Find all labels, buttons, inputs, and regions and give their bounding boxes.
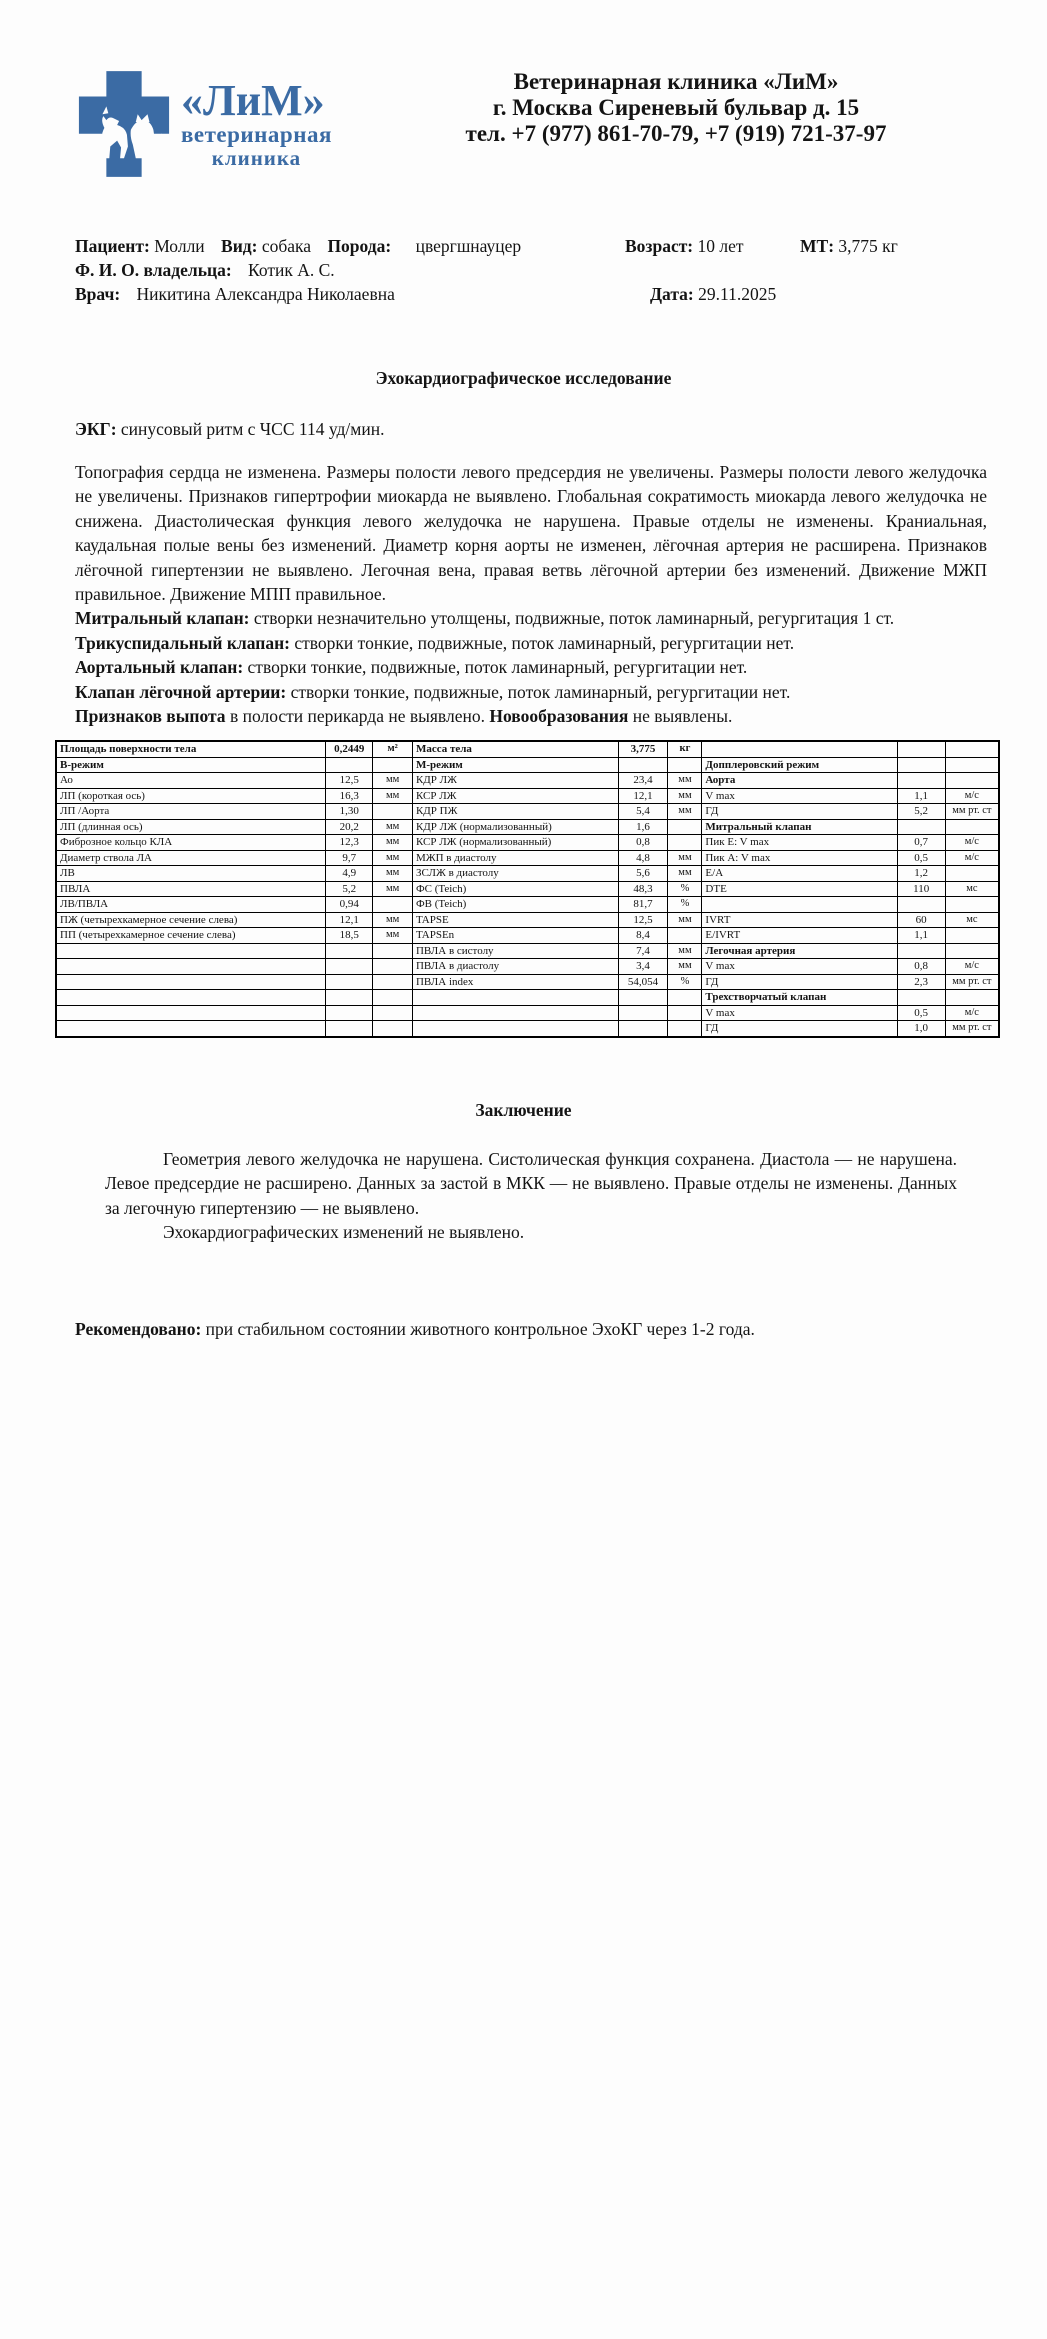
param-unit-cell: кг	[668, 741, 702, 757]
param-name-cell: Пик E: V max	[702, 835, 897, 851]
param-value-cell: 0,8	[618, 835, 668, 851]
param-name-cell: В-режим	[56, 757, 326, 773]
species-label: Вид:	[221, 236, 258, 256]
param-value-cell	[618, 1021, 668, 1037]
param-name-cell: ГД	[702, 1021, 897, 1037]
param-unit-cell: мм	[373, 819, 413, 835]
param-value-cell: 1,1	[897, 788, 945, 804]
param-unit-cell	[668, 1005, 702, 1021]
table-row	[56, 850, 999, 866]
patient-line-1	[75, 234, 987, 258]
param-unit-cell	[945, 943, 999, 959]
param-name-cell: ПЖ (четырехкамерное сечение слева)	[56, 912, 326, 928]
param-name-cell: E/IVRT	[702, 928, 897, 944]
param-value-cell: 5,2	[326, 881, 373, 897]
param-name-cell	[412, 990, 618, 1006]
param-name-cell: Пик A: V max	[702, 850, 897, 866]
param-unit-cell: м/с	[945, 835, 999, 851]
param-unit-cell: м²	[373, 741, 413, 757]
param-value-cell: 0,7	[897, 835, 945, 851]
param-unit-cell: мс	[945, 912, 999, 928]
param-unit-cell	[373, 943, 413, 959]
breed-label: Порода:	[327, 236, 392, 256]
param-name-cell: V max	[702, 1005, 897, 1021]
param-value-cell: 23,4	[618, 773, 668, 789]
report-title: Эхокардиографическое исследование	[375, 368, 672, 388]
param-name-cell: Допплеровский режим	[702, 757, 897, 773]
param-unit-cell: мм	[668, 943, 702, 959]
param-unit-cell: %	[668, 881, 702, 897]
param-unit-cell: мм рт. ст	[945, 804, 999, 820]
valve-text: створки тонкие, подвижные, поток ламинарный, регургитации нет.	[286, 681, 791, 702]
param-value-cell: 110	[897, 881, 945, 897]
breed-value: цвергшнауцер	[415, 236, 522, 256]
param-name-cell: Диаметр ствола ЛА	[56, 850, 326, 866]
param-name-cell: КДР ЛЖ	[412, 773, 618, 789]
param-value-cell: 12,3	[326, 835, 373, 851]
param-name-cell: V max	[702, 788, 897, 804]
param-value-cell: 9,7	[326, 850, 373, 866]
conclusion-body	[105, 1147, 957, 1245]
conclusion-paragraph-2: Эхокардиографических изменений не выявлено.	[163, 1222, 525, 1243]
param-unit-cell: мм	[373, 912, 413, 928]
date-group	[650, 282, 776, 306]
param-value-cell: 0,5	[897, 850, 945, 866]
param-name-cell: ФВ (Teich)	[412, 897, 618, 913]
valve-line-pulmonary	[75, 680, 987, 704]
effusion-text-2: не выявлены.	[628, 706, 733, 727]
param-value-cell: 1,30	[326, 804, 373, 820]
param-value-cell	[326, 1005, 373, 1021]
param-unit-cell	[945, 928, 999, 944]
table-row	[56, 757, 999, 773]
param-unit-cell: мм	[373, 788, 413, 804]
param-value-cell	[326, 1021, 373, 1037]
owner-value: Котик А. С.	[248, 260, 335, 280]
param-name-cell: V max	[702, 959, 897, 975]
param-value-cell: 12,1	[326, 912, 373, 928]
patient-name: Молли	[154, 236, 205, 256]
param-name-cell	[702, 897, 897, 913]
param-value-cell: 54,054	[618, 974, 668, 990]
param-name-cell: ЛВ/ПВЛА	[56, 897, 326, 913]
doctor-label: Врач:	[75, 284, 121, 304]
owner-label: Ф. И. О. владельца:	[75, 260, 232, 280]
patient-info	[0, 234, 1047, 306]
param-unit-cell	[373, 1005, 413, 1021]
param-value-cell	[326, 990, 373, 1006]
table-row	[56, 835, 999, 851]
param-name-cell: E/A	[702, 866, 897, 882]
param-unit-cell	[668, 835, 702, 851]
param-value-cell: 1,1	[897, 928, 945, 944]
param-value-cell: 18,5	[326, 928, 373, 944]
param-unit-cell: мм	[668, 866, 702, 882]
recommendation-text: при стабильном состоянии животного контрольное ЭхоКГ через 1-2 года.	[201, 1318, 755, 1339]
param-unit-cell	[668, 757, 702, 773]
param-name-cell: Ао	[56, 773, 326, 789]
param-name-cell: Легочная артерия	[702, 943, 897, 959]
param-value-cell	[326, 943, 373, 959]
param-name-cell: Площадь поверхности тела	[56, 741, 326, 757]
param-name-cell: ПВЛА в диастолу	[412, 959, 618, 975]
param-unit-cell: м/с	[945, 959, 999, 975]
param-value-cell	[618, 757, 668, 773]
ecg-line	[0, 419, 1047, 440]
param-value-cell: 5,4	[618, 804, 668, 820]
param-name-cell	[412, 1021, 618, 1037]
param-value-cell: 0,8	[897, 959, 945, 975]
clinic-name: Ветеринарная клиника «ЛиМ»	[513, 69, 839, 94]
param-value-cell	[897, 897, 945, 913]
param-value-cell: 3,4	[618, 959, 668, 975]
param-name-cell: ГД	[702, 974, 897, 990]
table-row	[56, 974, 999, 990]
param-unit-cell	[945, 819, 999, 835]
weight-label: МТ:	[800, 236, 835, 256]
param-name-cell: МЖП в диастолу	[412, 850, 618, 866]
param-unit-cell: м/с	[945, 788, 999, 804]
doctor-value: Никитина Александра Николаевна	[136, 284, 395, 304]
param-name-cell: ЛП (короткая ось)	[56, 788, 326, 804]
param-name-cell	[56, 959, 326, 975]
param-name-cell: Митральный клапан	[702, 819, 897, 835]
measurements-table	[55, 740, 1000, 1038]
weight-group	[800, 234, 898, 258]
param-unit-cell	[373, 1021, 413, 1037]
param-value-cell	[326, 959, 373, 975]
table-row	[56, 741, 999, 757]
table-row	[56, 881, 999, 897]
param-value-cell: 12,5	[618, 912, 668, 928]
param-unit-cell	[668, 990, 702, 1006]
param-unit-cell: мм	[373, 866, 413, 882]
param-value-cell: 0,2449	[326, 741, 373, 757]
param-name-cell	[56, 974, 326, 990]
param-unit-cell	[668, 928, 702, 944]
table-row	[56, 912, 999, 928]
param-value-cell: 20,2	[326, 819, 373, 835]
param-name-cell: TAPSEn	[412, 928, 618, 944]
ecg-label: ЭКГ:	[75, 419, 117, 439]
param-name-cell: ПВЛА	[56, 881, 326, 897]
param-unit-cell	[373, 804, 413, 820]
param-unit-cell: м/с	[945, 850, 999, 866]
param-name-cell: IVRT	[702, 912, 897, 928]
param-unit-cell: мм	[668, 850, 702, 866]
effusion-line	[75, 704, 987, 728]
param-unit-cell	[945, 773, 999, 789]
conclusion-paragraph-1: Геометрия левого желудочка не нарушена. Систолическая функция сохранена. Диастола — не нарушена. Левое предсердие не расширено. Данных за застой в МКК — не выявлено. Правые отделы не изменены. Данных за легочную гипертензию — не выявлено.	[105, 1148, 957, 1218]
param-value-cell: 48,3	[618, 881, 668, 897]
param-name-cell	[412, 1005, 618, 1021]
table-row	[56, 804, 999, 820]
param-name-cell	[56, 990, 326, 1006]
param-value-cell: 12,1	[618, 788, 668, 804]
param-value-cell: 0,5	[897, 1005, 945, 1021]
table-row	[56, 897, 999, 913]
param-value-cell	[897, 757, 945, 773]
param-unit-cell	[945, 897, 999, 913]
param-name-cell	[56, 1021, 326, 1037]
param-name-cell: КСР ЛЖ (нормализованный)	[412, 835, 618, 851]
logo-subtitle-1: ветеринарная	[181, 122, 332, 147]
ecg-value: синусовый ритм с ЧСС 114 уд/мин.	[116, 419, 385, 439]
valve-text: створки тонкие, подвижные, поток ламинарный, регургитации нет.	[243, 657, 748, 678]
date-value: 29.11.2025	[698, 284, 777, 304]
param-value-cell: 7,4	[618, 943, 668, 959]
clinic-info	[365, 65, 987, 147]
param-unit-cell: мм	[668, 959, 702, 975]
param-name-cell: Масса тела	[412, 741, 618, 757]
param-name-cell: ПП (четырехкамерное сечение слева)	[56, 928, 326, 944]
param-unit-cell: мм	[373, 773, 413, 789]
param-value-cell: 8,4	[618, 928, 668, 944]
param-unit-cell	[668, 819, 702, 835]
clinic-address: г. Москва Сиреневый бульвар д. 15	[492, 95, 860, 120]
param-name-cell: DTE	[702, 881, 897, 897]
param-value-cell	[897, 819, 945, 835]
param-name-cell: КДР ПЖ	[412, 804, 618, 820]
param-unit-cell: %	[668, 974, 702, 990]
table-row	[56, 1005, 999, 1021]
param-value-cell: 4,8	[618, 850, 668, 866]
param-name-cell	[56, 943, 326, 959]
param-unit-cell	[945, 757, 999, 773]
valve-label: Клапан лёгочной артерии:	[75, 681, 287, 702]
valve-text: створки тонкие, подвижные, поток ламинарный, регургитации нет.	[290, 632, 795, 653]
param-unit-cell: м/с	[945, 1005, 999, 1021]
param-value-cell: 1,6	[618, 819, 668, 835]
table-row	[56, 990, 999, 1006]
param-unit-cell: мм рт. ст	[945, 1021, 999, 1037]
param-value-cell: 1,0	[897, 1021, 945, 1037]
param-unit-cell: мм	[373, 835, 413, 851]
age-value: 10 лет	[697, 236, 744, 256]
param-name-cell: TAPSE	[412, 912, 618, 928]
param-value-cell	[326, 974, 373, 990]
valve-line-tricuspid	[75, 631, 987, 655]
effusion-bold-2: Новообразования	[489, 706, 629, 727]
param-value-cell: 2,3	[897, 974, 945, 990]
param-value-cell: 1,2	[897, 866, 945, 882]
param-unit-cell: мм рт. ст	[945, 974, 999, 990]
param-unit-cell: мм	[373, 850, 413, 866]
table-row	[56, 866, 999, 882]
param-name-cell: Фиброзное кольцо КЛА	[56, 835, 326, 851]
clinic-header	[0, 65, 1047, 188]
param-unit-cell	[373, 757, 413, 773]
param-unit-cell: мм	[668, 788, 702, 804]
param-value-cell: 4,9	[326, 866, 373, 882]
param-unit-cell: %	[668, 897, 702, 913]
param-value-cell: 3,775	[618, 741, 668, 757]
param-value-cell: 81,7	[618, 897, 668, 913]
param-value-cell: 12,5	[326, 773, 373, 789]
age-label: Возраст:	[625, 236, 694, 256]
table-row	[56, 788, 999, 804]
table-row	[56, 1021, 999, 1037]
param-unit-cell	[945, 990, 999, 1006]
findings-paragraph: Топография сердца не изменена. Размеры полости левого предсердия не увеличены. Размеры полости левого желудочка не увеличены. Признаков гипертрофии миокарда не выявлено. Глобальная сократимость миокарда левого желудочка не снижена. Диастолическая функция левого желудочка не нарушена. Правые отделы не изменены. Краниальная, каудальная полые вены без изменений. Диаметр корня аорты не изменен, лёгочная артерия не расширена. Признаков лёгочной гипертензии не выявлено. Легочная вена, правая ветвь лёгочной артерии без изменений. Движение МЖП правильное. Движение МПП правильное.	[75, 462, 987, 605]
param-name-cell: ЗСЛЖ в диастолу	[412, 866, 618, 882]
param-name-cell: ПВЛА index	[412, 974, 618, 990]
valve-line-mitral	[75, 606, 987, 630]
table-row	[56, 819, 999, 835]
param-name-cell: ЛП (длинная ось)	[56, 819, 326, 835]
param-unit-cell	[373, 959, 413, 975]
param-name-cell: КДР ЛЖ (нормализованный)	[412, 819, 618, 835]
valve-text: створки незначительно утолщены, подвижные, поток ламинарный, регургитация 1 ст.	[249, 608, 895, 629]
param-value-cell	[618, 1005, 668, 1021]
param-name-cell: ФС (Teich)	[412, 881, 618, 897]
param-value-cell	[618, 990, 668, 1006]
patient-label: Пациент:	[75, 236, 150, 256]
logo-name: «ЛиМ»	[181, 76, 325, 125]
table-row	[56, 943, 999, 959]
age-group	[625, 234, 744, 258]
param-unit-cell	[668, 1021, 702, 1037]
valve-label: Митральный клапан:	[75, 608, 250, 629]
param-name-cell: Трехстворчатый клапан	[702, 990, 897, 1006]
patient-line-3	[75, 282, 987, 306]
logo-subtitle-2: клиника	[211, 146, 302, 170]
table-row	[56, 928, 999, 944]
species-value: собака	[261, 236, 312, 256]
param-value-cell	[326, 757, 373, 773]
recommendation-label: Рекомендовано:	[75, 1318, 202, 1339]
weight-value: 3,775 кг	[838, 236, 898, 256]
param-value-cell	[897, 773, 945, 789]
param-unit-cell: мм	[373, 928, 413, 944]
recommendation-line	[0, 1317, 1047, 1341]
param-value-cell	[897, 943, 945, 959]
findings-section	[0, 460, 1047, 728]
patient-line-2	[75, 258, 987, 282]
param-name-cell: ЛВ	[56, 866, 326, 882]
param-name-cell: Аорта	[702, 773, 897, 789]
param-name-cell: ПВЛА в систолу	[412, 943, 618, 959]
effusion-bold-1: Признаков выпота	[75, 706, 226, 727]
table-row	[56, 773, 999, 789]
param-unit-cell: мм	[373, 881, 413, 897]
param-value-cell: 0,94	[326, 897, 373, 913]
valve-line-aortic	[75, 655, 987, 679]
param-unit-cell: мм	[668, 912, 702, 928]
cross-pets-icon	[75, 65, 173, 188]
param-name-cell: М-режим	[412, 757, 618, 773]
param-name-cell	[56, 1005, 326, 1021]
clinic-logo	[75, 65, 365, 188]
param-unit-cell	[945, 741, 999, 757]
valve-label: Аортальный клапан:	[75, 657, 244, 678]
param-name-cell: ГД	[702, 804, 897, 820]
date-label: Дата:	[650, 284, 694, 304]
logo-text	[181, 76, 332, 170]
param-value-cell	[897, 741, 945, 757]
param-name-cell: ЛП /Аорта	[56, 804, 326, 820]
valve-label: Трикуспидальный клапан:	[75, 632, 290, 653]
param-unit-cell: мс	[945, 881, 999, 897]
param-value-cell: 5,2	[897, 804, 945, 820]
table-row	[56, 959, 999, 975]
param-unit-cell: мм	[668, 804, 702, 820]
effusion-text-1: в полости перикарда не выявлено.	[225, 706, 490, 727]
param-unit-cell: мм	[668, 773, 702, 789]
param-value-cell: 60	[897, 912, 945, 928]
param-value-cell: 5,6	[618, 866, 668, 882]
clinic-phones: тел. +7 (977) 861-70-79, +7 (919) 721-37-97	[465, 121, 887, 146]
param-value-cell	[897, 990, 945, 1006]
param-name-cell	[702, 741, 897, 757]
measurements-table-wrap	[0, 740, 1047, 1038]
param-unit-cell	[945, 866, 999, 882]
param-name-cell: КСР ЛЖ	[412, 788, 618, 804]
conclusion-title: Заключение	[475, 1099, 572, 1120]
param-unit-cell	[373, 897, 413, 913]
param-unit-cell	[373, 990, 413, 1006]
param-value-cell: 16,3	[326, 788, 373, 804]
param-unit-cell	[373, 974, 413, 990]
